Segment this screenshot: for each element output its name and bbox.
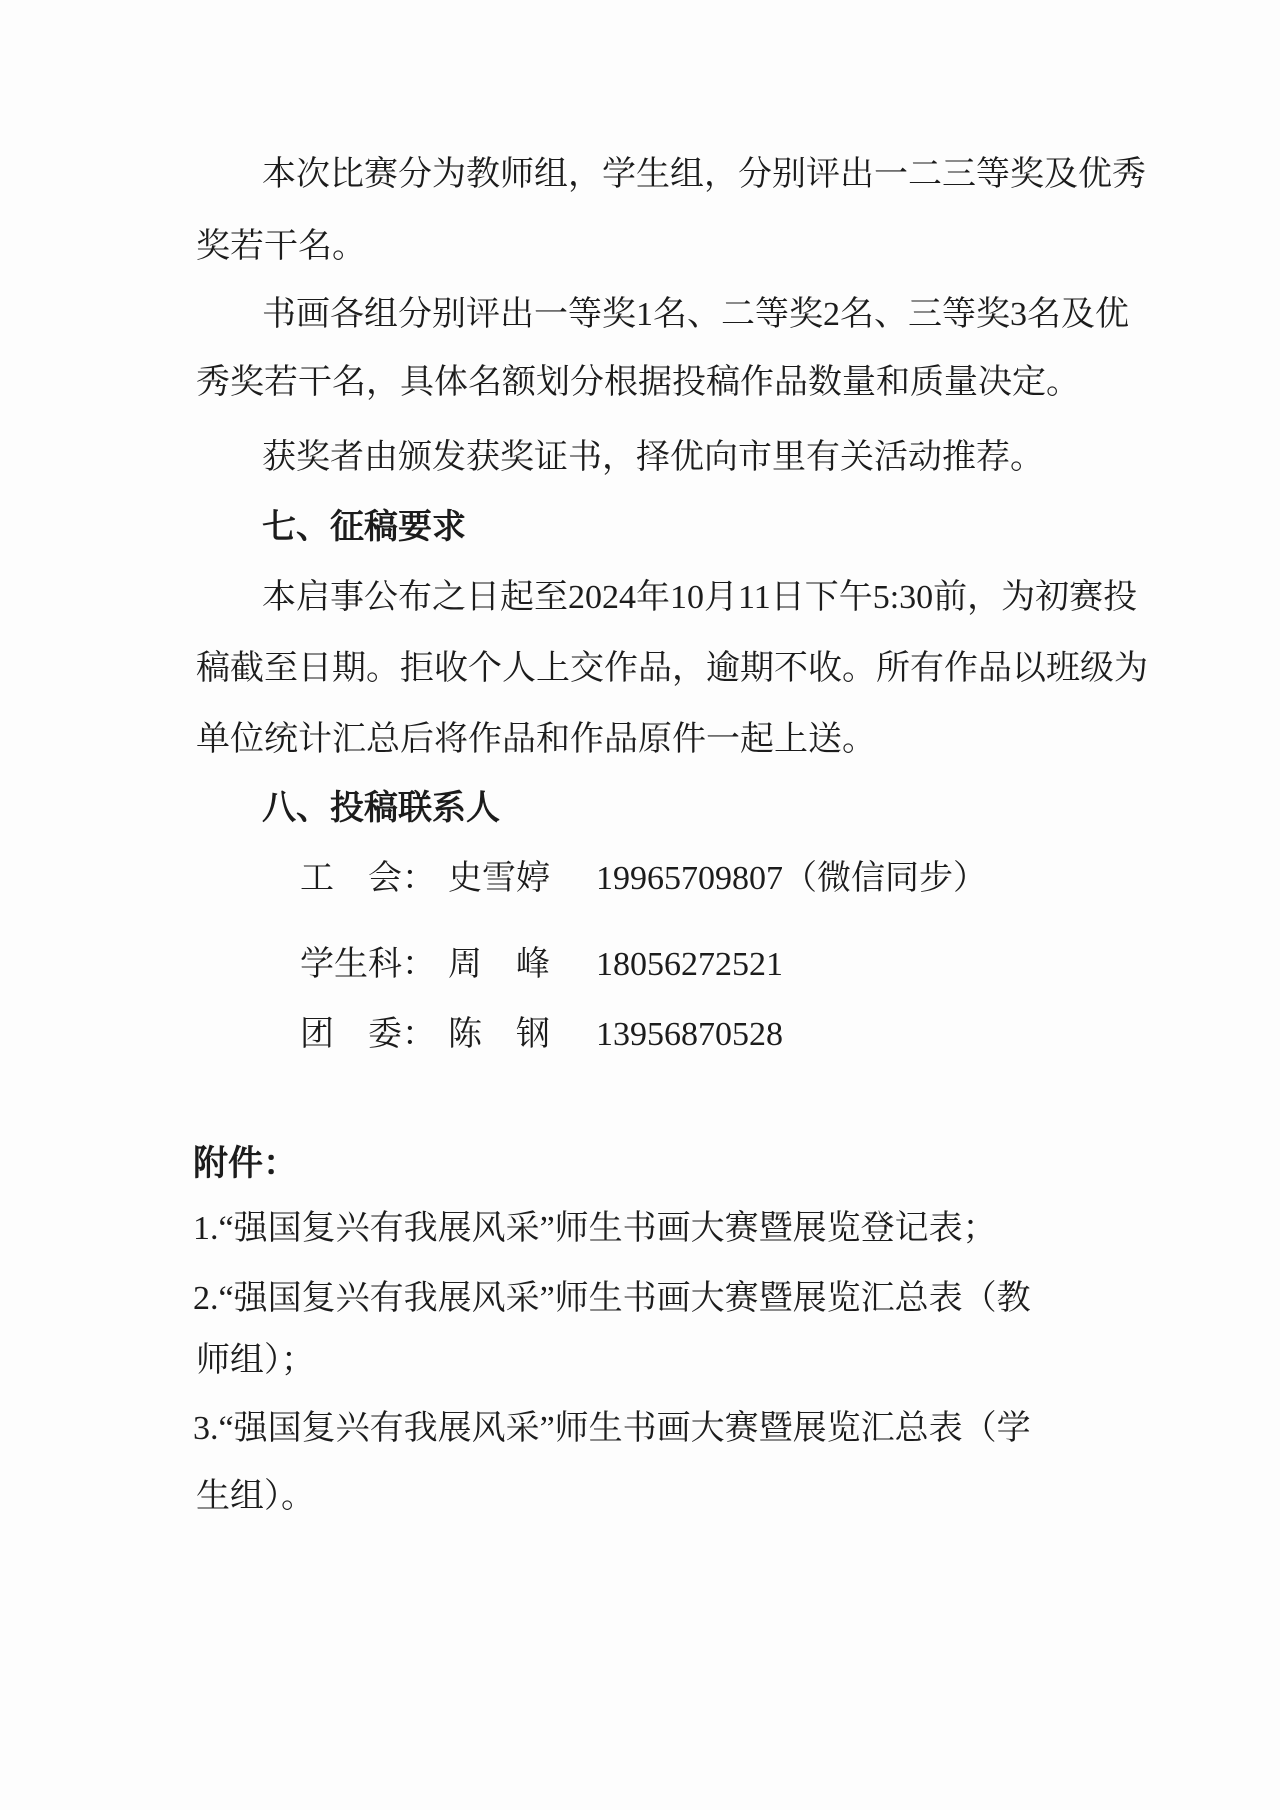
contact-row-union	[300, 862, 987, 896]
contact-name: 周 峰	[448, 946, 550, 983]
contact-dept: 工 会：	[300, 860, 436, 897]
attachment-item3-line1: 3.“强国复兴有我展风采”师生书画大赛暨展览汇总表（学	[193, 1410, 1031, 1447]
awards-paragraph2-line2: 秀奖若干名，具体名额划分根据投稿作品数量和质量决定。	[196, 364, 1080, 401]
contact-name: 陈 钢	[448, 1016, 550, 1053]
awards-paragraph2-line1: 书画各组分别评出一等奖1名、二等奖2名、三等奖3名及优	[262, 296, 1129, 333]
contact-phone: 18056272521	[596, 946, 783, 983]
section7-paragraph-line1: 本启事公布之日起至2024年10月11日下午5:30前，为初赛投	[262, 579, 1138, 616]
contact-dept: 学生科：	[300, 946, 436, 983]
section7-paragraph-line3: 单位统计汇总后将作品和作品原件一起上送。	[196, 721, 876, 758]
attachments-heading: 附件：	[193, 1144, 299, 1183]
contact-name: 史雪婷	[448, 860, 550, 897]
section7-heading: 七、征稿要求	[262, 509, 466, 546]
awards-paragraph1-line2: 奖若干名。	[196, 228, 366, 265]
attachment-item1-line1: 1.“强国复兴有我展风采”师生书画大赛暨展览登记表；	[193, 1210, 997, 1247]
contact-row-student-office	[300, 948, 783, 982]
awards-paragraph3-line1: 获奖者由颁发获奖证书，择优向市里有关活动推荐。	[262, 439, 1044, 476]
contact-phone: 13956870528	[596, 1016, 783, 1053]
attachment-item2-line1: 2.“强国复兴有我展风采”师生书画大赛暨展览汇总表（教	[193, 1280, 1031, 1317]
section7-paragraph-line2: 稿截至日期。拒收个人上交作品，逾期不收。所有作品以班级为	[196, 650, 1148, 687]
awards-paragraph1-line1: 本次比赛分为教师组，学生组，分别评出一二三等奖及优秀	[262, 156, 1146, 193]
contact-phone: 19965709807（微信同步）	[596, 860, 987, 897]
contact-dept: 团 委：	[300, 1016, 436, 1053]
attachment-item3-line2: 生组）。	[196, 1478, 315, 1515]
attachment-item2-line2: 师组）；	[196, 1342, 315, 1379]
section8-heading: 八、投稿联系人	[262, 790, 500, 827]
contact-row-youth-league	[300, 1018, 783, 1052]
